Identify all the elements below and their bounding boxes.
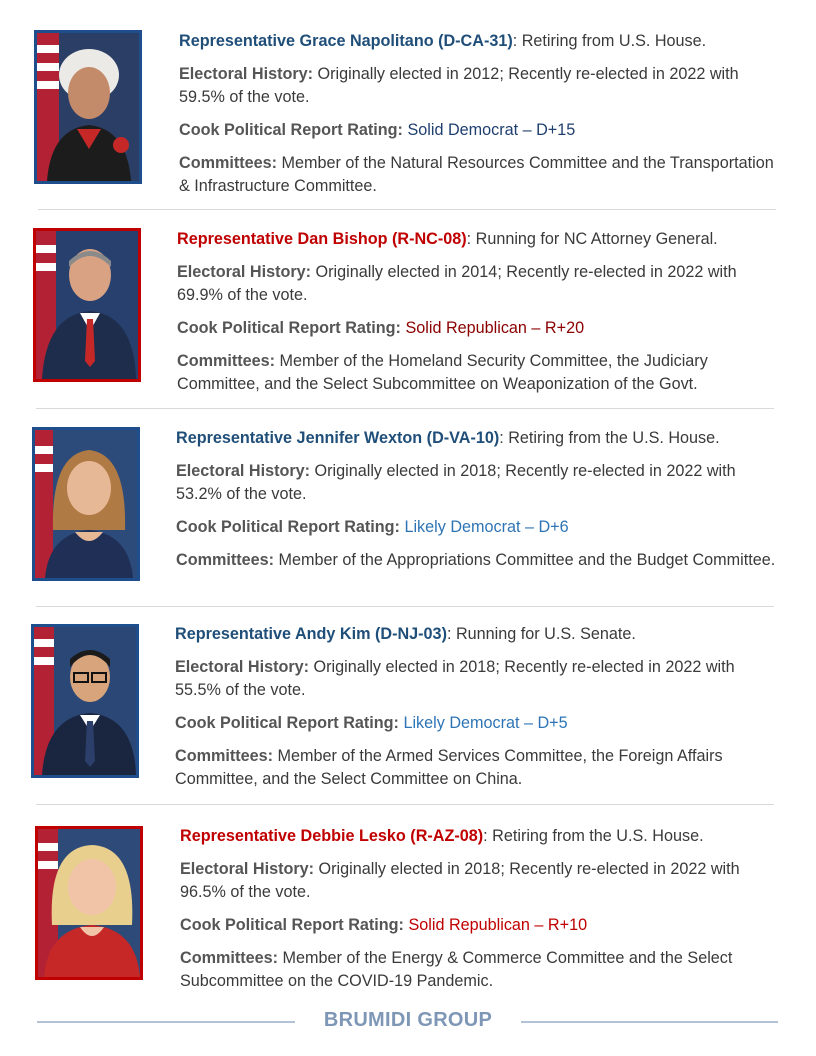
representative-name: Representative Grace Napolitano (D-CA-31) bbox=[179, 32, 513, 50]
status-text: : Retiring from the U.S. House. bbox=[483, 827, 704, 845]
representative-name: Representative Andy Kim (D-NJ-03) bbox=[175, 625, 447, 643]
entry-text bbox=[179, 30, 779, 208]
rating-value: Likely Democrat – D+6 bbox=[399, 518, 569, 536]
divider bbox=[36, 408, 774, 409]
footer-rule-left bbox=[37, 1021, 295, 1023]
entry-text bbox=[177, 228, 787, 406]
electoral-history-text: Originally elected in 2018; Recently re-elected in 2022 with 96.5% of the vote. bbox=[180, 860, 740, 901]
rating-label: Cook Political Report Rating: bbox=[179, 121, 403, 139]
committees-text: Member of the Armed Services Committee, the Foreign Affairs Committee, and the Select Committee on China. bbox=[175, 747, 723, 788]
electoral-history-label: Electoral History: bbox=[175, 658, 310, 676]
rating-label: Cook Political Report Rating: bbox=[177, 319, 401, 337]
rating-label: Cook Political Report Rating: bbox=[175, 714, 399, 732]
portrait-photo bbox=[35, 826, 143, 980]
divider bbox=[38, 209, 776, 210]
electoral-history-text: Originally elected in 2012; Recently re-elected in 2022 with 59.5% of the vote. bbox=[179, 65, 739, 106]
committees-text: Member of the Homeland Security Committee, the Judiciary Committee, and the Select Subcommittee on Weaponization of the Govt. bbox=[177, 352, 708, 393]
status-text: : Retiring from the U.S. House. bbox=[499, 429, 720, 447]
electoral-history-label: Electoral History: bbox=[177, 263, 312, 281]
rating-value: Solid Republican – R+10 bbox=[403, 916, 588, 934]
divider bbox=[36, 804, 774, 805]
rating-value: Solid Republican – R+20 bbox=[400, 319, 585, 337]
committees-label: Committees: bbox=[180, 949, 279, 967]
entry-text bbox=[175, 623, 785, 801]
portrait-photo bbox=[32, 427, 140, 581]
committees-label: Committees: bbox=[175, 747, 274, 765]
rating-value: Likely Democrat – D+5 bbox=[398, 714, 568, 732]
brand-logo-text: BRUMIDI GROUP bbox=[323, 1009, 493, 1031]
committees-label: Committees: bbox=[179, 154, 278, 172]
committees-text: Member of the Natural Resources Committee and the Transportation & Infrastructure Committee. bbox=[179, 154, 774, 195]
rating-label: Cook Political Report Rating: bbox=[180, 916, 404, 934]
rating-label: Cook Political Report Rating: bbox=[176, 518, 400, 536]
representative-name: Representative Debbie Lesko (R-AZ-08) bbox=[180, 827, 484, 845]
entry-text bbox=[180, 825, 780, 1003]
status-text: : Retiring from U.S. House. bbox=[512, 32, 707, 50]
status-text: : Running for NC Attorney General. bbox=[466, 230, 718, 248]
entry-text bbox=[176, 427, 786, 582]
electoral-history-label: Electoral History: bbox=[176, 462, 311, 480]
status-text: : Running for U.S. Senate. bbox=[446, 625, 636, 643]
portrait-photo bbox=[33, 228, 141, 382]
portrait-photo bbox=[34, 30, 142, 184]
electoral-history-label: Electoral History: bbox=[180, 860, 315, 878]
electoral-history-label: Electoral History: bbox=[179, 65, 314, 83]
representative-name: Representative Jennifer Wexton (D-VA-10) bbox=[176, 429, 500, 447]
electoral-history-text: Originally elected in 2018; Recently re-elected in 2022 with 53.2% of the vote. bbox=[176, 462, 736, 503]
committees-label: Committees: bbox=[176, 551, 275, 569]
committees-text: Member of the Energy & Commerce Committee and the Select Subcommittee on the COVID-19 Pandemic. bbox=[180, 949, 733, 990]
committees-label: Committees: bbox=[177, 352, 276, 370]
electoral-history-text: Originally elected in 2018; Recently re-elected in 2022 with 55.5% of the vote. bbox=[175, 658, 735, 699]
committees-text: Member of the Appropriations Committee and the Budget Committee. bbox=[274, 551, 776, 569]
footer-rule-right bbox=[521, 1021, 778, 1023]
representative-name: Representative Dan Bishop (R-NC-08) bbox=[177, 230, 467, 248]
electoral-history-text: Originally elected in 2014; Recently re-elected in 2022 with 69.9% of the vote. bbox=[177, 263, 737, 304]
portrait-photo bbox=[31, 624, 139, 778]
rating-value: Solid Democrat – D+15 bbox=[402, 121, 576, 139]
divider bbox=[36, 606, 774, 607]
